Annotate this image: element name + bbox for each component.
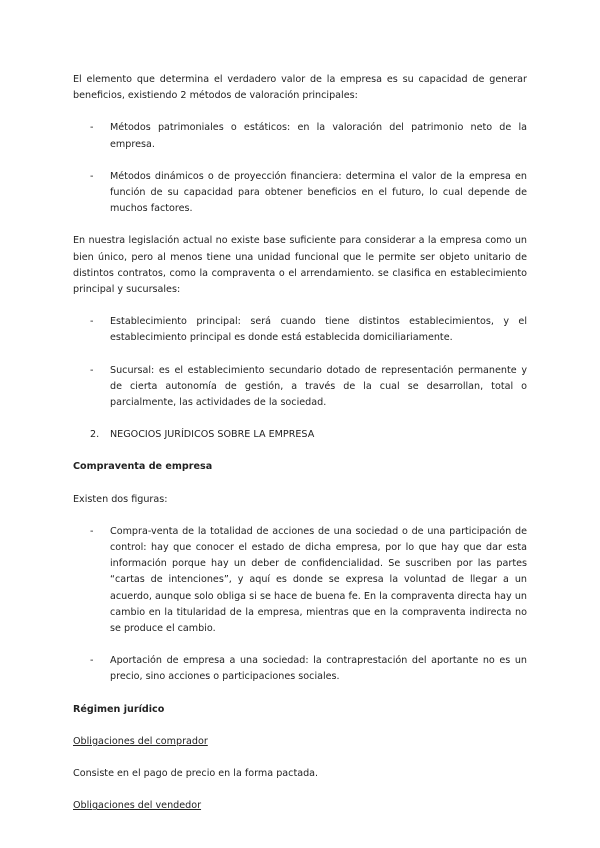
buyer-obligations-text: Consiste en el pago de precio en la forma pactada. [73, 768, 319, 780]
list-dash: - [90, 364, 94, 376]
establishments-list [73, 314, 527, 411]
list-item [73, 653, 527, 685]
section-number: 2. [90, 429, 100, 441]
seller-obligations-heading: Obligaciones del vendedor [73, 800, 202, 812]
list-item [73, 363, 527, 412]
figures-intro: Existen dos figuras: [73, 493, 168, 505]
list-item [73, 169, 527, 218]
valuation-methods-list [73, 120, 527, 217]
buyer-obligations-heading: Obligaciones del comprador [73, 735, 208, 747]
list-dash: - [90, 122, 94, 134]
list-item-text: Compra-venta de la totalidad de acciones de una sociedad o de una participación de control: hay que conocer el estado de dicha empresa, por lo que hay que dar esta información porque hay un deber de confidencialidad. Se suscriben por las partes “cartas de intenciones”, y aquí es donde se expresa la voluntad de llegar a un acuerdo, aunque solo obliga si se hace de buena fe. En la compraventa directa hay un cambio en la titularidad de la empresa, mientras que en la compraventa indirecta no se produce el cambio. [110, 525, 527, 635]
regimen-heading: Régimen jurídico [73, 703, 165, 715]
list-dash: - [90, 316, 94, 328]
list-dash: - [90, 655, 94, 667]
list-item [73, 314, 527, 346]
list-item [73, 524, 527, 637]
list-item [73, 120, 527, 152]
intro-paragraph: El elemento que determina el verdadero valor de la empresa es su capacidad de generar beneficios, existiendo 2 métodos de valoración principales: [73, 74, 527, 102]
list-item-text: Establecimiento principal: será cuando tiene distintos establecimientos, y el establecimiento principal es donde está establecida domiciliariamente. [110, 316, 527, 344]
list-dash: - [90, 525, 94, 537]
list-item-text: Métodos patrimoniales o estáticos: en la valoración del patrimonio neto de la empresa. [110, 122, 527, 150]
list-item-text: Métodos dinámicos o de proyección financiera: determina el valor de la empresa en función de su capacidad para obtener beneficios en el futuro, lo cual depende de muchos factores. [110, 170, 527, 215]
list-item-text: Sucursal: es el establecimiento secundario dotado de representación permanente y de cierta autonomía de gestión, a través de la cual se desarrollan, total o parcialmente, las actividades de la sociedad. [110, 364, 527, 409]
section-heading [73, 427, 527, 443]
list-dash: - [90, 170, 94, 182]
figures-list [73, 524, 527, 686]
section-title: NEGOCIOS JURÍDICOS SOBRE LA EMPRESA [110, 429, 315, 441]
legislation-paragraph: En nuestra legislación actual no existe base suficiente para considerar a la empresa como un bien único, pero al menos tiene una unidad funcional que le permite ser objeto unitario de distintos contratos, como la compraventa o el arrendamiento. se clasifica en establecimiento principal y sucursales: [73, 235, 527, 296]
list-item-text: Aportación de empresa a una sociedad: la contraprestación del aportante no es un precio, sino acciones o participaciones sociales. [110, 655, 527, 683]
compraventa-heading: Compraventa de empresa [73, 461, 213, 473]
